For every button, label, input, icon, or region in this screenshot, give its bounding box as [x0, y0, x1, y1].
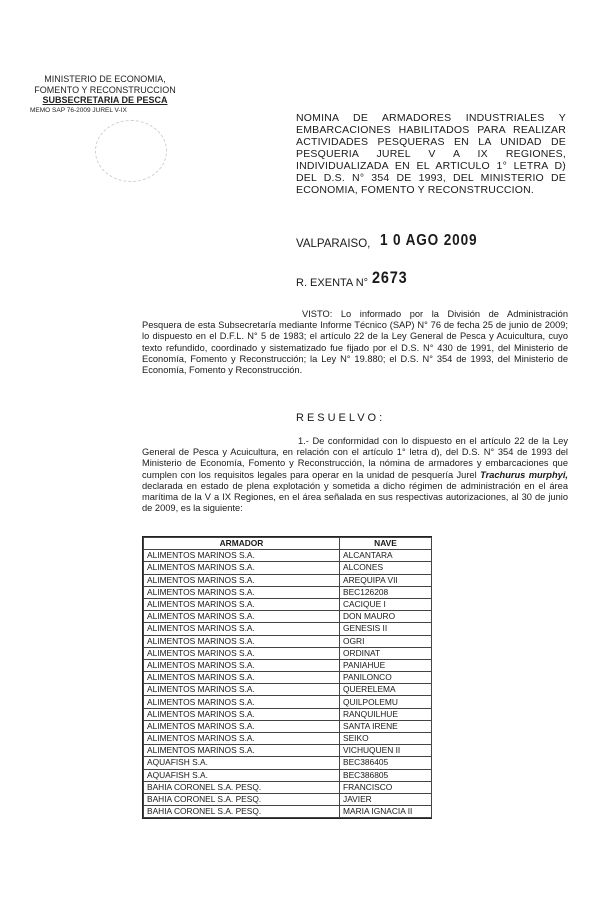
table-row [144, 708, 432, 720]
armador-cell: BAHIA CORONEL S.A. PESQ. [144, 793, 340, 805]
nave-cell: ORDINAT [340, 647, 432, 659]
date-stamp: 1 0 AGO 2009 [380, 232, 478, 249]
armador-cell: ALIMENTOS MARINOS S.A. [144, 598, 340, 610]
armador-cell: ALIMENTOS MARINOS S.A. [144, 623, 340, 635]
table-row [144, 623, 432, 635]
table-row [144, 659, 432, 671]
nave-cell: CACIQUE I [340, 598, 432, 610]
table-row [144, 793, 432, 805]
armador-cell: ALIMENTOS MARINOS S.A. [144, 635, 340, 647]
table-row [144, 684, 432, 696]
table-row [144, 720, 432, 732]
table-row [144, 598, 432, 610]
armador-cell: ALIMENTOS MARINOS S.A. [144, 550, 340, 562]
armador-cell: ALIMENTOS MARINOS S.A. [144, 562, 340, 574]
nave-cell: QUILPOLEMU [340, 696, 432, 708]
table-header-row [144, 538, 432, 550]
memo-reference: MEMO SAP 76-2009 JUREL V-IX [30, 106, 127, 114]
nave-cell: PANIAHUE [340, 659, 432, 671]
table-row [144, 733, 432, 745]
table-row [144, 672, 432, 684]
armador-cell: ALIMENTOS MARINOS S.A. [144, 611, 340, 623]
exenta-label: R. EXENTA N° [296, 277, 369, 289]
visto-text: VISTO: Lo informado por la División de Administración Pesquera de esta Subsecretaría mediante Informe Técnico (SAP) N° 76 de fecha 25 de junio de 2009; lo dispuesto en el D.F.L. N° 5 de 1983; el artículo 22 de la Ley General de Pesca y Acuicultura, cuyo texto refundido, coordinado y sistematizado fue fijado por el D.S. N° 430 de 1991, del Ministerio de Economía, Fomento y Reconstrucción; la Ley N° 19.880; el D.S. N° 354 de 1993, del Ministerio de Economía, Fomento y Reconstrucción. [142, 309, 568, 376]
armador-cell: BAHIA CORONEL S.A. PESQ. [144, 806, 340, 818]
nave-cell: MARIA IGNACIA II [340, 806, 432, 818]
column-header-armador: ARMADOR [144, 538, 340, 550]
exenta-number: 2673 [372, 268, 408, 287]
article-text-2: declarada en estado de plena explotación y sometida a dicho régimen de administración en el área marítima de la V a IX Regiones, en el área señalada en sus respectivas autorizaciones, al 30 de junio de 2009, es la siguiente: [142, 480, 568, 514]
resuelvo-heading: RESUELVO: [296, 412, 386, 424]
table-row [144, 574, 432, 586]
table-row [144, 635, 432, 647]
article-paragraph [142, 436, 568, 514]
armador-cell: ALIMENTOS MARINOS S.A. [144, 586, 340, 598]
table-row [144, 611, 432, 623]
nave-cell: GENESIS II [340, 623, 432, 635]
armador-cell: ALIMENTOS MARINOS S.A. [144, 745, 340, 757]
table-row [144, 562, 432, 574]
nave-cell: BEC386405 [340, 757, 432, 769]
nave-cell: SEIKO [340, 733, 432, 745]
armador-cell: BAHIA CORONEL S.A. PESQ. [144, 781, 340, 793]
nave-cell: PANILONCO [340, 672, 432, 684]
table-row [144, 586, 432, 598]
nave-cell: ALCONES [340, 562, 432, 574]
armador-cell: ALIMENTOS MARINOS S.A. [144, 684, 340, 696]
nave-cell: JAVIER [340, 793, 432, 805]
table-row [144, 757, 432, 769]
armador-cell: ALIMENTOS MARINOS S.A. [144, 672, 340, 684]
table-row [144, 745, 432, 757]
table-row [144, 781, 432, 793]
armador-cell: ALIMENTOS MARINOS S.A. [144, 720, 340, 732]
ministry-header [30, 74, 180, 115]
table-row [144, 550, 432, 562]
armador-cell: ALIMENTOS MARINOS S.A. [144, 733, 340, 745]
table-row [144, 806, 432, 818]
armador-cell: ALIMENTOS MARINOS S.A. [144, 574, 340, 586]
nave-cell: QUERELEMA [340, 684, 432, 696]
nave-cell: FRANCISCO [340, 781, 432, 793]
species-name: Trachurus murphyi, [480, 469, 568, 480]
armador-cell: AQUAFISH S.A. [144, 769, 340, 781]
fleet-table [142, 536, 432, 819]
table-row [144, 769, 432, 781]
document-title: NOMINA DE ARMADORES INDUSTRIALES Y EMBARCACIONES HABILITADOS PARA REALIZAR ACTIVIDADES PESQUERAS EN LA UNIDAD DE PESQUERIA JUREL V A IX REGIONES, INDIVIDUALIZADA EN EL ARTICULO 1° LETRA D) DEL D.S. N° 354 DE 1993, DEL MINISTERIO DE ECONOMIA, FOMENTO Y RECONSTRUCCION. [296, 112, 566, 196]
armador-cell: ALIMENTOS MARINOS S.A. [144, 659, 340, 671]
armador-cell: AQUAFISH S.A. [144, 757, 340, 769]
armador-cell: ALIMENTOS MARINOS S.A. [144, 696, 340, 708]
ministry-line-2: FOMENTO Y RECONSTRUCCION [34, 84, 176, 95]
faded-stamp [95, 120, 167, 182]
nave-cell: BEC126208 [340, 586, 432, 598]
visto-paragraph [142, 309, 568, 376]
table-row [144, 696, 432, 708]
place-label: VALPARAISO, [296, 238, 371, 250]
nave-cell: AREQUIPA VII [340, 574, 432, 586]
nave-cell: OGRI [340, 635, 432, 647]
nave-cell: SANTA IRENE [340, 720, 432, 732]
article-text-1: 1.- De conformidad con lo dispuesto en el artículo 22 de la Ley General de Pesca y Acuicultura, en relación con el artículo 1° letra d), del D.S. N° 354 de 1993 del Ministerio de Economía, Fomento y Reconstrucción, la nómina de armadores y embarcaciones que cumplen con los requisitos legales para operar en la unidad de pesquería Jurel [142, 436, 568, 480]
ministry-line-1: MINISTERIO DE ECONOMIA, [44, 74, 166, 84]
nave-cell: DON MAURO [340, 611, 432, 623]
table-row [144, 647, 432, 659]
armador-cell: ALIMENTOS MARINOS S.A. [144, 708, 340, 720]
nave-cell: ALCANTARA [340, 550, 432, 562]
nave-cell: RANQUILHUE [340, 708, 432, 720]
column-header-nave: NAVE [340, 538, 432, 550]
subsecretaria-label: SUBSECRETARIA DE PESCA [42, 95, 168, 105]
nave-cell: VICHUQUEN II [340, 745, 432, 757]
armador-cell: ALIMENTOS MARINOS S.A. [144, 647, 340, 659]
nave-cell: BEC386805 [340, 769, 432, 781]
